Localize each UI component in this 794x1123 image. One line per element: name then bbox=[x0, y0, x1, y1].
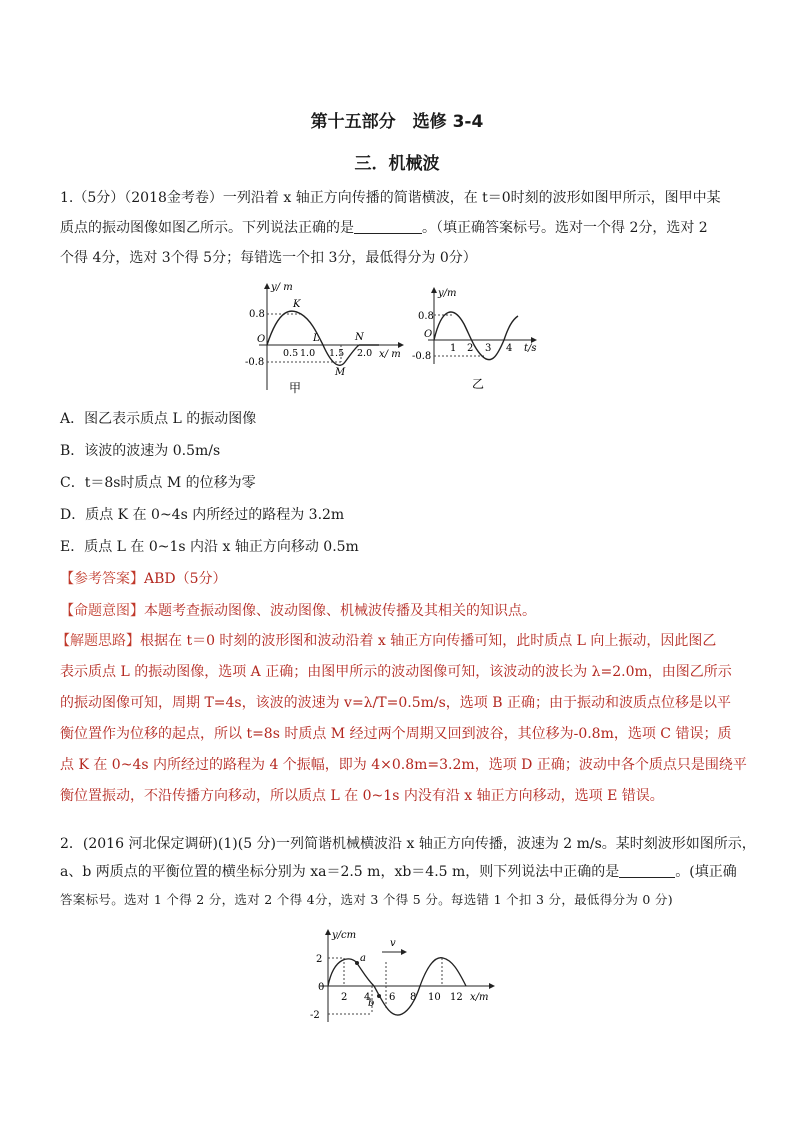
jia-tick-x-1: 0.5 bbox=[283, 348, 299, 359]
q2-tick-x-5: 10 bbox=[428, 992, 441, 1003]
jia-caption: 甲 bbox=[289, 381, 302, 395]
q2-tick-y-neg: -2 bbox=[310, 1010, 320, 1021]
q1-stem-line2-a: 质点的振动图像如图乙所示。下列说法正确的是 bbox=[60, 220, 354, 236]
jia-x-label: x/ m bbox=[379, 349, 401, 360]
jia-tick-x-4: 2.0 bbox=[357, 348, 373, 359]
q1-figure-yi bbox=[412, 284, 542, 396]
q2-point-b: b bbox=[368, 998, 375, 1009]
q2-stem-line2 bbox=[60, 862, 740, 882]
q1-analysis-line6: 衡位置振动，不沿传播方向移动，所以质点 L 在 0~1s 内没有沿 x 轴正方向移动，选项 E 错误。 bbox=[60, 788, 664, 804]
q1-answer-blank bbox=[354, 219, 422, 234]
yi-tick-x-4: 4 bbox=[506, 343, 513, 354]
q2-tick-x-2: 4 bbox=[364, 992, 371, 1003]
jia-y-label: y/ m bbox=[271, 282, 293, 293]
jia-point-k: K bbox=[293, 299, 301, 310]
answer-value: ABD（5分） bbox=[144, 571, 227, 587]
part-title: 第十五部分 选修 3-4 bbox=[310, 112, 484, 132]
intent-tag: 【命题意图】 bbox=[60, 603, 144, 619]
jia-point-n: N bbox=[355, 332, 364, 343]
q2-tick-x-1: 2 bbox=[341, 992, 348, 1003]
q2-stem-line2-a: a、b 两质点的平衡位置的横坐标分别为 xa＝2.5 m，xb＝4.5 m，则下列说法中正确的是 bbox=[60, 864, 620, 880]
analysis-tag: 【解题思路】 bbox=[56, 633, 140, 649]
yi-tick-y-neg: -0.8 bbox=[412, 351, 432, 362]
q1-option-b: B．该波的波速为 0.5m/s bbox=[60, 443, 221, 459]
q1-stem-line3: 个得 4分，选对 3个得 5分；每错选一个扣 3分，最低得分为 0分） bbox=[60, 250, 477, 266]
q1-intent bbox=[60, 601, 740, 621]
q1-answer bbox=[60, 569, 740, 589]
q1-figure-jia bbox=[243, 278, 408, 396]
q2-stem-line2-b: 。(填正确 bbox=[675, 864, 737, 880]
answer-tag: 【参考答案】 bbox=[60, 571, 144, 587]
q2-tick-x-6: 12 bbox=[450, 992, 463, 1003]
yi-x-label: t/s bbox=[524, 343, 537, 354]
q2-answer-blank bbox=[619, 863, 675, 878]
q2-tick-x-4: 8 bbox=[410, 992, 417, 1003]
q2-tick-x-3: 6 bbox=[389, 992, 396, 1003]
yi-caption: 乙 bbox=[472, 377, 485, 391]
q2-point-a-dot bbox=[355, 961, 359, 965]
intent-text: 本题考查振动图像、波动图像、机械波传播及其相关的知识点。 bbox=[144, 603, 536, 619]
q2-y-label: y/cm bbox=[332, 930, 357, 941]
q1-analysis-line2: 表示质点 L 的振动图像，选项 A 正确；由图甲所示的波动图像可知，该波动的波长为 λ=2.0m，由图乙所示 bbox=[60, 664, 732, 680]
yi-tick-x-1: 1 bbox=[450, 343, 457, 354]
section-title: 三．机械波 bbox=[354, 154, 440, 174]
jia-tick-y-pos: 0.8 bbox=[249, 309, 265, 320]
yi-tick-x-3: 3 bbox=[485, 343, 492, 354]
yi-tick-y-pos: 0.8 bbox=[418, 311, 434, 322]
q1-option-a: A．图乙表示质点 L 的振动图像 bbox=[60, 411, 257, 427]
q2-origin: 0 bbox=[318, 982, 325, 993]
analysis-text-1: 根据在 t＝0 时刻的波形图和波动沿着 x 轴正方向传播可知，此时质点 L 向上振动，因此图乙 bbox=[140, 633, 717, 649]
jia-tick-x-2: 1.0 bbox=[300, 348, 316, 359]
yi-tick-x-2: 2 bbox=[467, 343, 474, 354]
q1-analysis-line4: 衡位置作为位移的起点，所以 t=8s 时质点 M 经过两个周期又回到波谷，其位移为-0.8m，选项 C 错误；质 bbox=[60, 726, 732, 742]
q1-option-c: C．t＝8s时质点 M 的位移为零 bbox=[60, 475, 256, 491]
q2-point-a: a bbox=[360, 953, 366, 964]
jia-tick-x-3: 1.5 bbox=[329, 348, 345, 359]
q2-v-label: v bbox=[390, 938, 396, 949]
jia-origin: O bbox=[257, 334, 266, 345]
yi-origin: O bbox=[424, 329, 433, 340]
q1-analysis-line1 bbox=[56, 631, 736, 651]
q1-stem-line2-b: 。（填正确答案标号。选对一个得 2分，选对 2 bbox=[422, 220, 708, 236]
jia-point-m: M bbox=[335, 367, 346, 378]
yi-y-label: y/m bbox=[438, 288, 457, 299]
q2-tick-y-pos: 2 bbox=[316, 954, 323, 965]
q2-stem-line3: 答案标号。选对 1 个得 2 分，选对 2 个得 4分，选对 3 个得 5 分。每选错 1 个扣 3 分，最低得分为 0 分) bbox=[60, 892, 673, 907]
jia-point-l: L bbox=[313, 333, 320, 344]
q2-point-b-dot bbox=[377, 994, 381, 998]
jia-tick-y-neg: -0.8 bbox=[245, 357, 265, 368]
q1-stem-line1: 1.（5分）（2018金考卷）一列沿着 x 轴正方向传播的简谐横波，在 t＝0时刻的波形如图甲所示，图甲中某 bbox=[60, 190, 721, 206]
q1-stem-line2 bbox=[60, 218, 740, 238]
q2-stem-line1: 2．(2016 河北保定调研)(1)(5 分)一列简谐机械横波沿 x 轴正方向传播，波速为 2 m/s。某时刻波形如图所示， bbox=[60, 836, 756, 852]
q1-analysis-line5: 点 K 在 0~4s 内所经过的路程为 4 个振幅，即为 4×0.8m=3.2m，选项 D 正确；波动中各个质点只是围绕平 bbox=[60, 757, 747, 773]
q2-x-label: x/m bbox=[470, 992, 489, 1003]
q1-option-e: E．质点 L 在 0~1s 内沿 x 轴正方向移动 0.5m bbox=[60, 539, 359, 555]
q1-option-d: D．质点 K 在 0~4s 内所经过的路程为 3.2m bbox=[60, 507, 345, 523]
q1-analysis-line3: 的振动图像可知，周期 T=4s，该波的波速为 v=λ/T=0.5m/s，选项 B 正确；由于振动和波质点位移是以平 bbox=[60, 695, 731, 711]
q2-figure bbox=[298, 926, 498, 1024]
